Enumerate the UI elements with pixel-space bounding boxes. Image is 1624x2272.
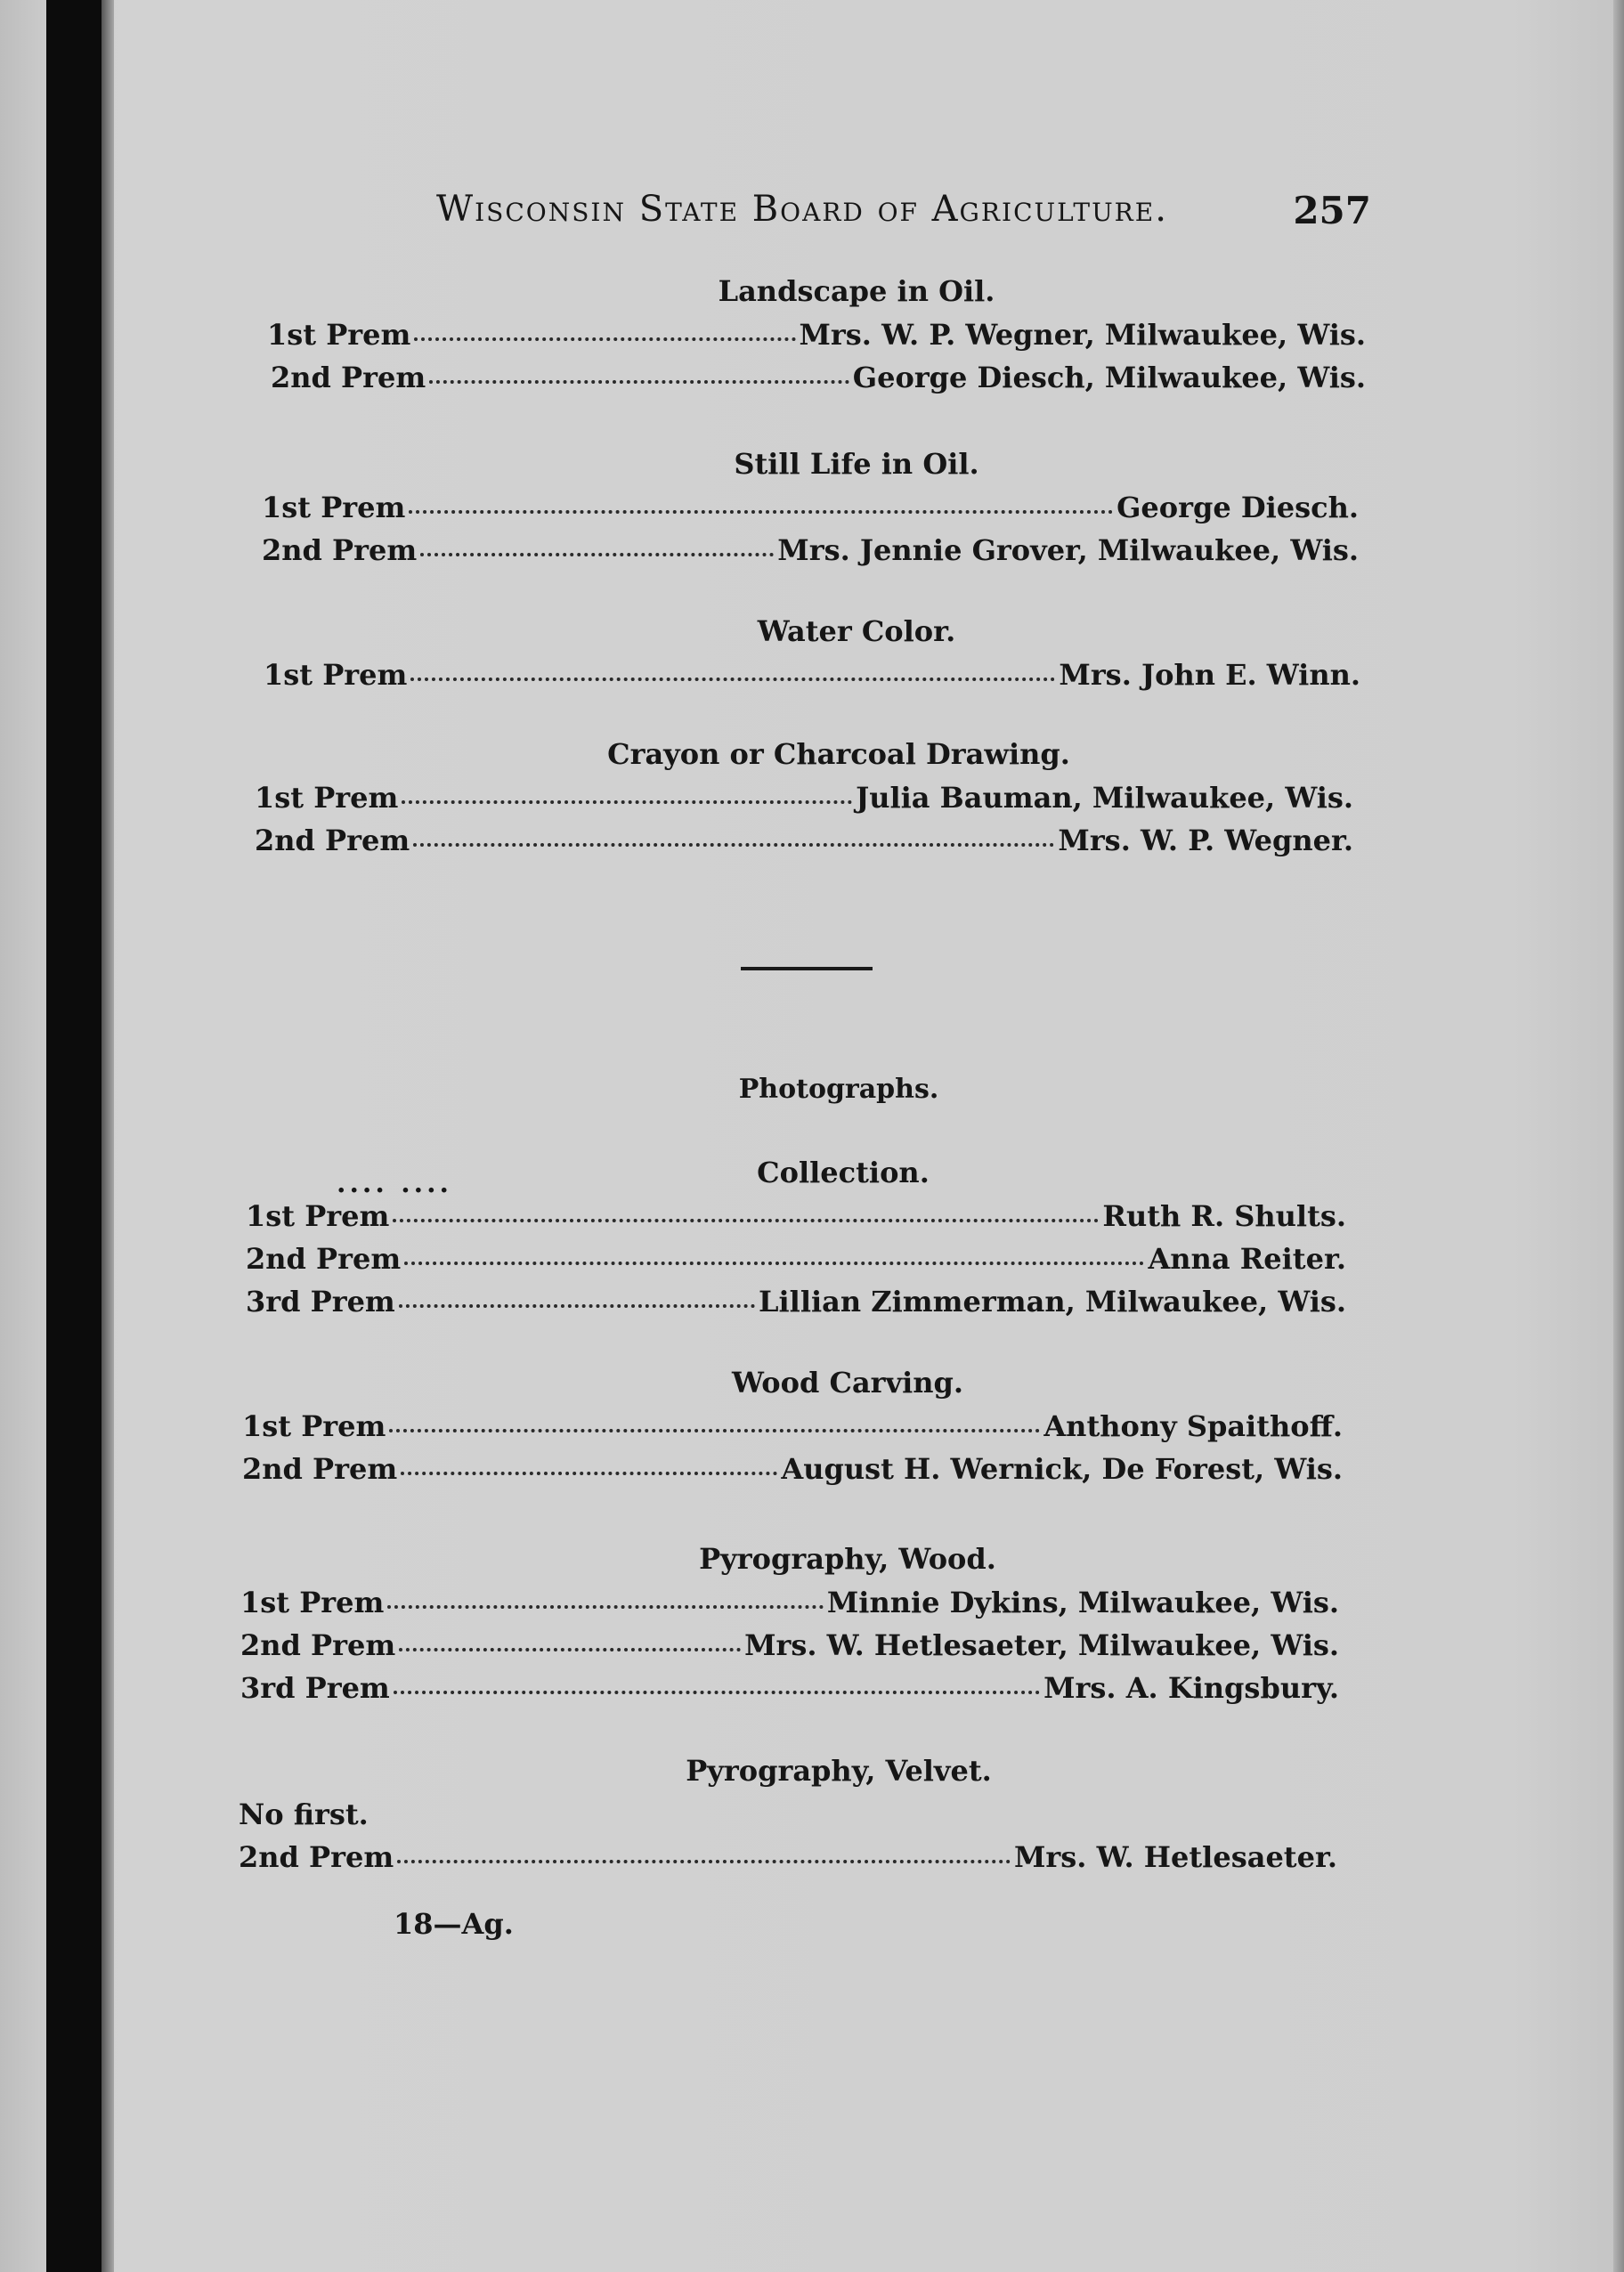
award-row bbox=[255, 776, 1353, 819]
leader-dots bbox=[399, 1304, 755, 1308]
award-label: 2nd Prem bbox=[242, 1452, 398, 1486]
section-crayon-or-charcoal-drawing bbox=[0, 737, 1624, 862]
section-collection bbox=[0, 1156, 1624, 1323]
section-heading: Pyrography, Wood. bbox=[699, 1542, 996, 1576]
award-row bbox=[246, 1195, 1346, 1237]
award-row bbox=[246, 1280, 1346, 1323]
award-winner: Mrs. W. Hetlesaeter. bbox=[1013, 1840, 1337, 1874]
note-text: No first. bbox=[239, 1797, 369, 1831]
award-winner: Mrs. W. P. Wegner, Milwaukee, Wis. bbox=[799, 318, 1366, 352]
award-winner: Mrs. W. Hetlesaeter, Milwaukee, Wis. bbox=[744, 1628, 1339, 1662]
leader-dots bbox=[409, 510, 1113, 514]
award-row bbox=[240, 1581, 1339, 1624]
award-winner: Lillian Zimmerman, Milwaukee, Wis. bbox=[759, 1285, 1346, 1319]
award-winner: Anthony Spaithoff. bbox=[1043, 1409, 1343, 1443]
leader-dots bbox=[389, 1429, 1040, 1432]
section-heading: Landscape in Oil. bbox=[718, 274, 995, 308]
award-winner: August H. Wernick, De Forest, Wis. bbox=[781, 1452, 1343, 1486]
award-label: 1st Prem bbox=[264, 658, 408, 692]
award-row bbox=[240, 1624, 1339, 1667]
award-winner: Anna Reiter. bbox=[1148, 1242, 1346, 1276]
award-winner: Mrs. W. P. Wegner. bbox=[1058, 824, 1353, 857]
section-water-color bbox=[0, 614, 1624, 696]
award-row bbox=[262, 529, 1359, 572]
page-number: 257 bbox=[1293, 189, 1371, 232]
award-label: 2nd Prem bbox=[271, 361, 426, 394]
award-winner: Julia Bauman, Milwaukee, Wis. bbox=[856, 781, 1353, 815]
leader-dots bbox=[420, 553, 774, 556]
award-label: 1st Prem bbox=[262, 491, 406, 524]
award-label: 2nd Prem bbox=[255, 824, 410, 857]
section-pyrography-velvet bbox=[0, 1754, 1624, 1878]
award-label: 1st Prem bbox=[240, 1586, 385, 1619]
award-label: 2nd Prem bbox=[246, 1242, 402, 1276]
award-label: 1st Prem bbox=[242, 1409, 386, 1443]
award-label: 1st Prem bbox=[255, 781, 399, 815]
award-winner: Mrs. A. Kingsbury. bbox=[1043, 1671, 1339, 1705]
section-wood-carving bbox=[0, 1366, 1624, 1490]
section-heading: Still Life in Oil. bbox=[734, 447, 979, 481]
award-winner: Mrs. John E. Winn. bbox=[1059, 658, 1360, 692]
award-row bbox=[246, 1237, 1346, 1280]
leader-dots bbox=[402, 800, 852, 804]
leader-dots bbox=[429, 380, 849, 384]
section-heading: Pyrography, Velvet. bbox=[686, 1754, 992, 1788]
leader-dots bbox=[387, 1605, 824, 1609]
award-winner: Minnie Dykins, Milwaukee, Wis. bbox=[826, 1586, 1339, 1619]
section-heading: Wood Carving. bbox=[731, 1366, 964, 1400]
section-heading: Water Color. bbox=[757, 614, 956, 648]
leader-dots bbox=[413, 843, 1054, 847]
award-label: 1st Prem bbox=[246, 1199, 390, 1233]
award-label: 3rd Prem bbox=[246, 1285, 395, 1319]
award-row bbox=[239, 1836, 1337, 1878]
award-winner: George Diesch. bbox=[1116, 491, 1359, 524]
leader-dots bbox=[410, 678, 1055, 681]
leader-dots bbox=[414, 337, 795, 341]
award-row bbox=[255, 819, 1353, 862]
award-row bbox=[262, 486, 1359, 529]
section-divider bbox=[741, 967, 873, 970]
section-still-life-in-oil bbox=[0, 447, 1624, 572]
section-pyrography-wood bbox=[0, 1542, 1624, 1709]
leader-dots bbox=[397, 1860, 1011, 1863]
running-title: Wisconsin State Board of Agriculture. bbox=[436, 189, 1168, 230]
award-label: 2nd Prem bbox=[239, 1840, 394, 1874]
section-landscape-in-oil bbox=[0, 274, 1624, 399]
stray-print-marks: .... .... bbox=[337, 1168, 452, 1199]
award-row bbox=[267, 313, 1366, 356]
signature-mark: 18—Ag. bbox=[394, 1907, 514, 1941]
award-row bbox=[242, 1448, 1343, 1490]
award-label: 2nd Prem bbox=[262, 533, 418, 567]
leader-dots bbox=[393, 1219, 1099, 1222]
award-label: 2nd Prem bbox=[240, 1628, 396, 1662]
award-row bbox=[271, 356, 1366, 399]
leader-dots bbox=[394, 1691, 1040, 1694]
leader-dots bbox=[401, 1472, 777, 1475]
section-heading: Collection. bbox=[757, 1156, 930, 1189]
section-heading: Crayon or Charcoal Drawing. bbox=[607, 737, 1070, 771]
award-label: 3rd Prem bbox=[240, 1671, 390, 1705]
award-winner: George Diesch, Milwaukee, Wis. bbox=[852, 361, 1366, 394]
award-row bbox=[240, 1667, 1339, 1709]
award-row bbox=[264, 653, 1360, 696]
award-label: 1st Prem bbox=[267, 318, 411, 352]
section-photographs bbox=[0, 1074, 1624, 1110]
leader-dots bbox=[399, 1648, 741, 1651]
award-winner: Ruth R. Shults. bbox=[1102, 1199, 1346, 1233]
note-row bbox=[239, 1793, 1337, 1836]
leader-dots bbox=[404, 1262, 1144, 1265]
award-row bbox=[242, 1405, 1343, 1448]
page-header bbox=[436, 189, 1380, 242]
section-heading: Photographs. bbox=[738, 1074, 939, 1105]
award-winner: Mrs. Jennie Grover, Milwaukee, Wis. bbox=[777, 533, 1359, 567]
